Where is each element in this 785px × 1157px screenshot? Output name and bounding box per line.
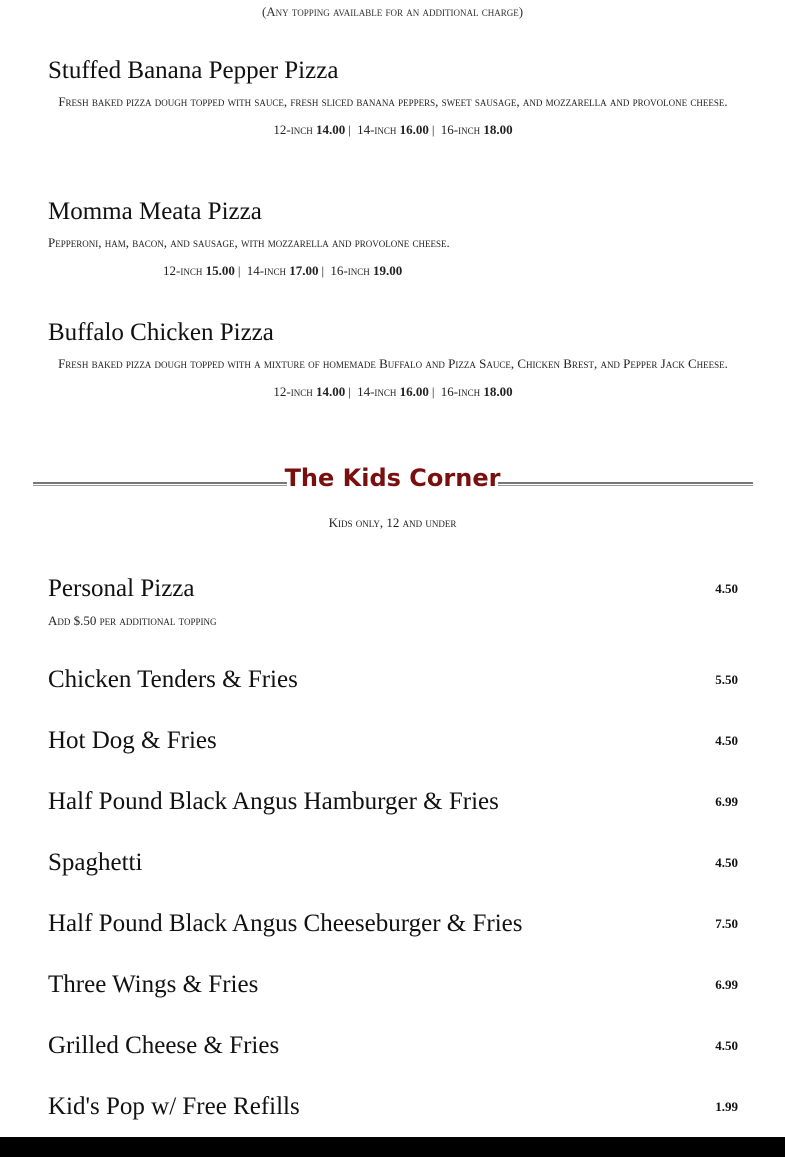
size-prices: 12-inch 14.00 | 14-inch 16.00 | 16-inch 18.00: [273, 122, 513, 137]
size-label: 14-inch: [357, 384, 397, 399]
item-description: Pepperoni, ham, bacon, and sausage, with mozzarella and provolone cheese.: [48, 235, 450, 250]
item-price: 4.50: [715, 1038, 738, 1053]
size-price: 19.00: [372, 263, 403, 278]
size-label: 16-inch: [440, 122, 481, 137]
item-name: Stuffed Banana Pepper Pizza: [48, 57, 339, 84]
item-name: Personal Pizza: [48, 575, 195, 602]
size-label: 12-inch: [163, 263, 203, 278]
item-price: 4.50: [715, 733, 738, 748]
size-label: 14-inch: [246, 263, 287, 278]
section-subtitle: Kids only, 12 and under: [328, 515, 457, 530]
size-prices: 12-inch 14.00 | 14-inch 16.00 | 16-inch 18.00: [273, 384, 513, 399]
kids-item: [48, 726, 738, 760]
item-name: Hot Dog & Fries: [48, 727, 217, 754]
size-price: 14.00: [315, 384, 346, 399]
item-name: Buffalo Chicken Pizza: [48, 319, 274, 346]
item-name: Momma Meata Pizza: [48, 198, 262, 225]
item-price: 1.99: [715, 1099, 738, 1114]
item-name: Kid's Pop w/ Free Refills: [48, 1093, 300, 1120]
topping-note: (Any topping available for an additional charge): [261, 4, 524, 19]
item-note: Add $.50 per additional topping: [48, 613, 217, 628]
menu-item-buffalo-chicken-pizza: [48, 318, 738, 402]
item-name: Spaghetti: [48, 849, 143, 876]
kids-item: [48, 665, 738, 699]
menu-item-stuffed-banana-pepper-pizza: [48, 56, 738, 140]
size-price: 18.00: [483, 384, 513, 399]
size-prices: 12-inch 15.00 | 14-inch 17.00 | 16-inch 19.00: [163, 263, 403, 278]
bottom-bar: [0, 1137, 785, 1157]
size-label: 14-inch: [357, 122, 397, 137]
item-name: Half Pound Black Angus Hamburger & Fries: [48, 788, 499, 815]
item-price: 6.99: [715, 794, 738, 809]
size-price: 18.00: [483, 122, 513, 137]
kids-item: [48, 1092, 738, 1126]
item-name: Three Wings & Fries: [48, 971, 259, 998]
item-name: Grilled Cheese & Fries: [48, 1032, 280, 1059]
size-label: 12-inch: [273, 122, 313, 137]
kids-item: [48, 970, 738, 1004]
item-price: 5.50: [715, 672, 738, 687]
size-price: 16.00: [399, 384, 429, 399]
size-price: 16.00: [399, 122, 429, 137]
size-label: 12-inch: [273, 384, 313, 399]
item-name: Chicken Tenders & Fries: [48, 666, 298, 693]
item-price: 7.50: [715, 916, 738, 931]
size-price: 15.00: [205, 263, 235, 278]
item-price: 4.50: [715, 855, 738, 870]
item-price: 4.50: [715, 581, 738, 596]
kids-item: [48, 1031, 738, 1065]
item-description: Fresh baked pizza dough topped with a mixture of homemade Buffalo and Pizza Sauce, Chicken Brest, and Pepper Jack Cheese.: [58, 356, 728, 371]
menu-item-momma-meata-pizza: [48, 197, 738, 281]
kids-item: [48, 909, 738, 943]
size-price: 14.00: [315, 122, 346, 137]
item-price: 6.99: [715, 977, 738, 992]
item-description: Fresh baked pizza dough topped with sauce, fresh sliced banana peppers, sweet sausage, and mozzarella and provolone cheese.: [58, 94, 728, 109]
kids-item: [48, 574, 738, 608]
kids-item: [48, 787, 738, 821]
size-label: 16-inch: [330, 263, 370, 278]
item-name: Half Pound Black Angus Cheeseburger & Fries: [48, 910, 523, 937]
size-label: 16-inch: [440, 384, 481, 399]
size-price: 17.00: [289, 263, 319, 278]
section-title: The Kids Corner: [284, 464, 501, 492]
kids-item: [48, 848, 738, 882]
